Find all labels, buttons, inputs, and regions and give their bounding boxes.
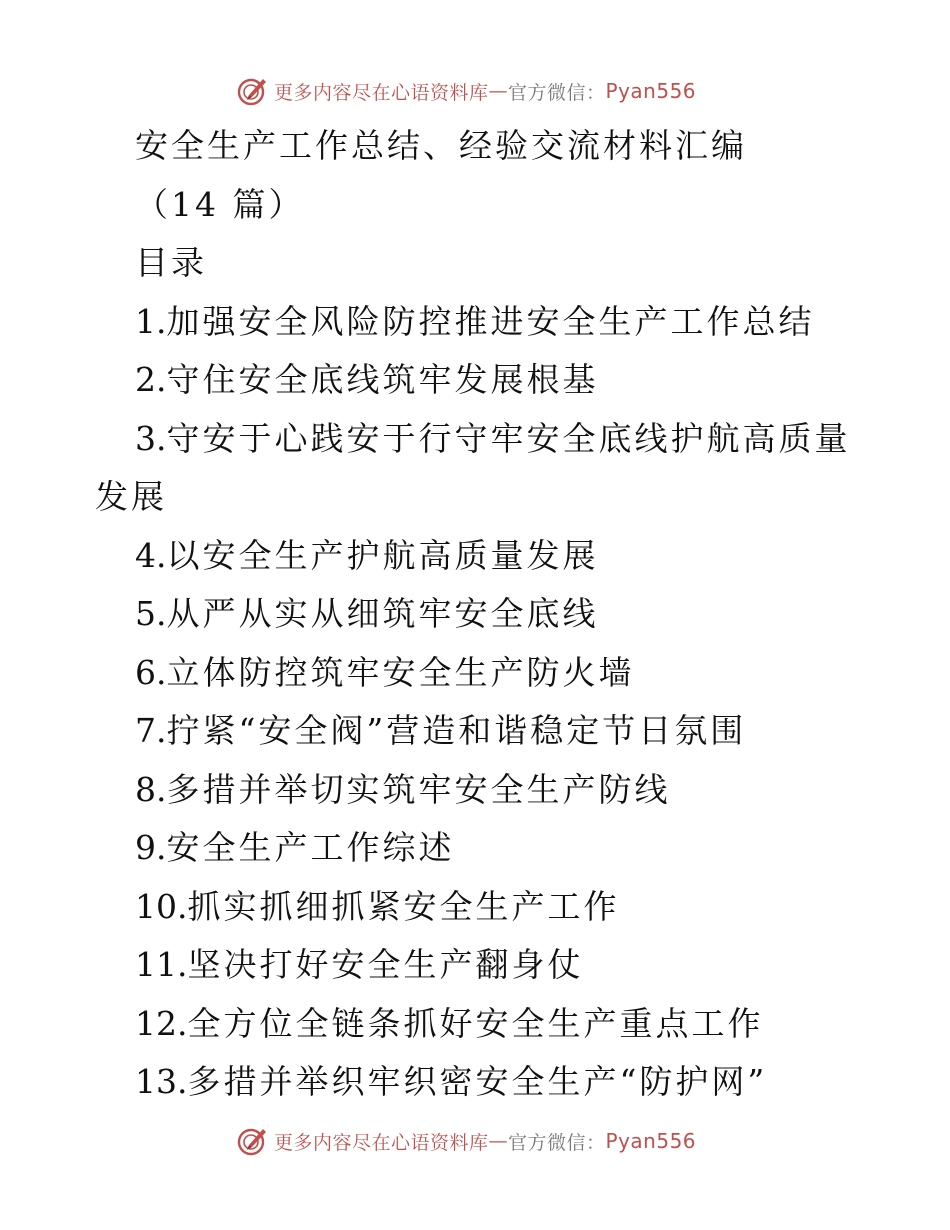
toc-item-number: 3.	[135, 418, 167, 458]
toc-item	[95, 585, 855, 644]
toc-item-text: 立体防控筑牢安全生产防火墙	[166, 652, 635, 692]
toc-item-text: 全方位全链条抓好安全生产重点工作	[187, 1003, 764, 1043]
toc-item-text: 多措并举切实筑牢安全生产防线	[166, 769, 671, 809]
toc-item-number: 6.	[135, 652, 167, 692]
watermark-text: 更多内容尽在心语资料库	[274, 81, 489, 104]
toc-item	[95, 410, 855, 527]
document-count: （14 篇）	[135, 184, 305, 224]
toc-item	[95, 293, 855, 352]
watermark-label: 官方微信：	[508, 1131, 606, 1154]
toc-item-text: 拧紧“安全阀”营造和谐稳定节日氛围	[166, 711, 747, 750]
watermark-text: 更多内容尽在心语资料库	[274, 1131, 489, 1154]
toc-item-number: 12.	[135, 1003, 188, 1043]
watermark-label: 官方微信：	[508, 81, 606, 104]
toc-heading: 目录	[135, 243, 207, 282]
toc-item-text: 以安全生产护航高质量发展	[166, 535, 599, 575]
toc-item	[95, 936, 855, 995]
watermark-footer	[236, 1124, 696, 1158]
toc-item	[95, 527, 855, 586]
toc-item-text: 守住安全底线筑牢发展根基	[166, 360, 599, 399]
toc-item	[95, 351, 855, 410]
toc-item	[95, 819, 855, 878]
toc-item-number: 10.	[135, 886, 188, 926]
watermark-id: Pyan556	[605, 1129, 697, 1153]
pen-logo-icon	[236, 1125, 268, 1157]
toc-item-number: 1.	[135, 301, 167, 341]
toc-item	[95, 702, 855, 761]
watermark-header	[236, 74, 696, 108]
watermark-id: Pyan556	[605, 79, 697, 103]
toc-item-text: 多措并举织牢织密安全生产“防护网”	[187, 1062, 768, 1101]
toc-item-number: 9.	[135, 828, 167, 867]
toc-list	[95, 293, 855, 1112]
toc-item-text: 抓实抓细抓紧安全生产工作	[187, 886, 620, 926]
toc-item-number: 5.	[135, 594, 167, 633]
toc-item-number: 13.	[135, 1062, 188, 1101]
toc-item	[95, 761, 855, 820]
toc-item	[95, 1053, 855, 1112]
toc-item-number: 7.	[135, 711, 167, 750]
toc-item-number: 2.	[135, 360, 167, 399]
toc-item-text: 守安于心践安于行守牢安全底线护航高质量发展	[95, 418, 851, 516]
toc-item-text: 坚决打好安全生产翻身仗	[187, 945, 584, 984]
toc-item	[95, 878, 855, 937]
document-title: 安全生产工作总结、经验交流材料汇编	[135, 126, 747, 165]
toc-item	[95, 644, 855, 703]
toc-item-text: 从严从实从细筑牢安全底线	[166, 594, 599, 633]
watermark-separator: —	[488, 1130, 509, 1152]
toc-item-number: 11.	[135, 945, 188, 984]
toc-item-number: 4.	[135, 535, 167, 575]
watermark-separator: —	[488, 80, 509, 102]
toc-item	[95, 995, 855, 1054]
toc-item-number: 8.	[135, 769, 167, 809]
pen-logo-icon	[236, 75, 268, 107]
toc-item-text: 安全生产工作综述	[166, 828, 455, 867]
document-body	[95, 117, 855, 1112]
toc-item-text: 加强安全风险防控推进安全生产工作总结	[166, 301, 815, 341]
